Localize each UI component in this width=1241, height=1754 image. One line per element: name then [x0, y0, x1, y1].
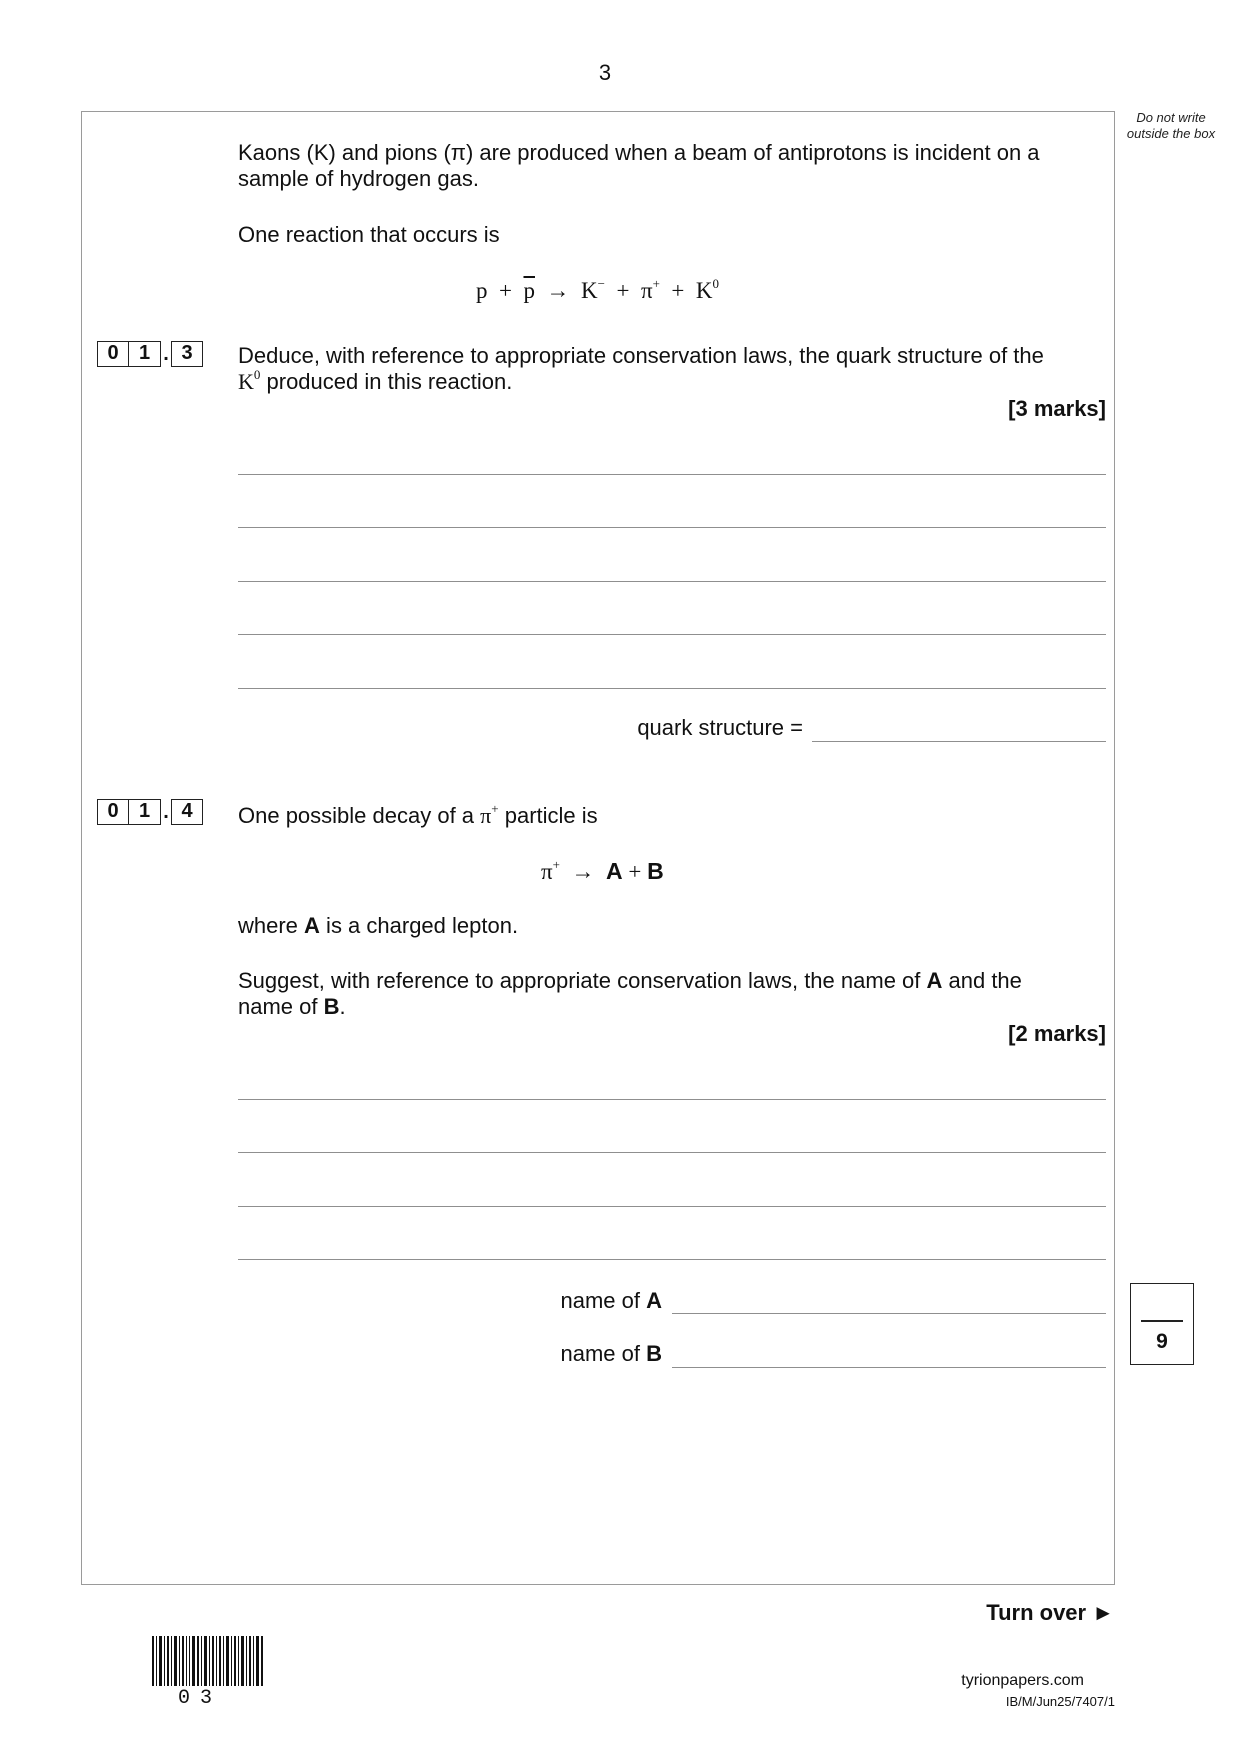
pion-charge: +: [491, 801, 499, 816]
qnum-dot: .: [163, 800, 169, 823]
question-number-01-3: [97, 341, 203, 367]
question-number-01-4: [97, 799, 203, 825]
q013-line-1: Deduce, with reference to appropriate conservation laws, the quark structure of the: [238, 343, 1044, 368]
answer-line[interactable]: [238, 1206, 1106, 1207]
q014-text-post: particle is: [498, 803, 598, 828]
qnum-digit: 1: [129, 341, 161, 367]
eq-pion-plus: π: [640, 278, 653, 303]
q013-text: [238, 343, 1108, 395]
name-of-b-label: [480, 1341, 662, 1367]
name-of-b-answer-line[interactable]: [672, 1367, 1106, 1368]
decay-particle-b: B: [647, 858, 664, 884]
eq-kaon-neutral-charge: 0: [712, 276, 720, 291]
turn-over-label: Turn over ►: [986, 1600, 1114, 1625]
answer-line[interactable]: [238, 1099, 1106, 1100]
answer-line[interactable]: [238, 1259, 1106, 1260]
margin-note: Do not write outside the box: [1126, 110, 1216, 141]
pion-symbol: π: [480, 803, 492, 828]
intro-line-2: sample of hydrogen gas.: [238, 166, 479, 191]
name-of-a-answer-line[interactable]: [672, 1313, 1106, 1314]
q014-text: [238, 803, 1108, 829]
suggest-line2-pre: name of: [238, 994, 324, 1019]
eq-plus: +: [499, 278, 512, 303]
label-b: B: [646, 1341, 662, 1366]
eq-arrow: →: [546, 278, 570, 303]
barcode-number: 03: [178, 1687, 223, 1710]
intro-line-1: Kaons (K) and pions (π) are produced when a beam of antiprotons is incident on a: [238, 140, 1040, 165]
eq-kaon-neutral: K: [695, 278, 713, 303]
q013-line-2: [238, 369, 1108, 395]
decay-pion-charge: +: [552, 857, 560, 872]
answer-line[interactable]: [238, 474, 1106, 475]
eq-kaon-minus-charge: −: [597, 276, 605, 291]
suggest-line-2: [238, 994, 1108, 1020]
suggest-post: and the: [942, 968, 1022, 993]
quark-structure-label: quark structure =: [637, 715, 803, 740]
score-fraction-bar: [1141, 1320, 1183, 1322]
answer-line[interactable]: [238, 634, 1106, 635]
decay-pion: π: [541, 859, 553, 884]
suggest-line-1: [238, 968, 1108, 994]
label-a-pre: name of: [560, 1288, 647, 1313]
suggest-line2-post: .: [339, 994, 346, 1019]
answer-line[interactable]: [238, 688, 1106, 689]
label-a: A: [646, 1288, 662, 1313]
eq-kaon-minus: K: [580, 278, 598, 303]
answer-line[interactable]: [238, 527, 1106, 528]
decay-plus: +: [628, 859, 642, 884]
marks-label: [3 marks]: [1008, 396, 1106, 421]
intro-text: [238, 140, 1108, 192]
eq-plus: +: [616, 278, 630, 303]
q013-line-2-text: produced in this reaction.: [260, 369, 513, 394]
footer-site: tyrionpapers.com: [961, 1672, 1084, 1689]
qnum-digit: 0: [97, 799, 129, 825]
answer-line[interactable]: [238, 1152, 1106, 1153]
qnum-digit: 1: [129, 799, 161, 825]
decay-equation: [541, 858, 664, 885]
kaon-charge: 0: [253, 367, 261, 382]
label-b-pre: name of: [560, 1341, 647, 1366]
reaction-intro: One reaction that occurs is: [238, 222, 500, 247]
qnum-digit: 3: [171, 341, 203, 367]
suggest-a: A: [926, 968, 943, 993]
suggest-b: B: [323, 994, 340, 1019]
answer-line[interactable]: [238, 581, 1106, 582]
eq-pion-plus-charge: +: [652, 276, 660, 291]
name-of-a-label: [480, 1288, 662, 1314]
decay-particle-a: A: [605, 858, 623, 884]
eq-plus: +: [671, 278, 685, 303]
suggest-text: [238, 968, 1108, 1020]
kaon-symbol: K: [238, 369, 254, 394]
where-a: A: [304, 913, 320, 938]
page-number: 3: [598, 60, 612, 85]
eq-antiproton: $\overline{p}$: [523, 278, 535, 303]
q014-text-pre: One possible decay of a: [238, 803, 481, 828]
quark-structure-answer-line[interactable]: [812, 741, 1106, 742]
paper-code: IB/M/Jun25/7407/1: [1005, 1694, 1115, 1709]
where-pre: where: [238, 913, 305, 938]
eq-proton: p: [476, 278, 488, 303]
qnum-digit: 0: [97, 341, 129, 367]
score-total: 9: [1156, 1330, 1168, 1353]
suggest-pre: Suggest, with reference to appropriate conservation laws, the name of: [238, 968, 927, 993]
marks-label: [2 marks]: [1008, 1021, 1106, 1046]
barcode-icon: [152, 1636, 264, 1686]
decay-arrow: →: [571, 859, 595, 884]
reaction-equation: [476, 278, 719, 304]
where-post: is a charged lepton.: [319, 913, 519, 938]
qnum-dot: .: [163, 342, 169, 365]
qnum-digit: 4: [171, 799, 203, 825]
where-text: [238, 913, 1108, 939]
